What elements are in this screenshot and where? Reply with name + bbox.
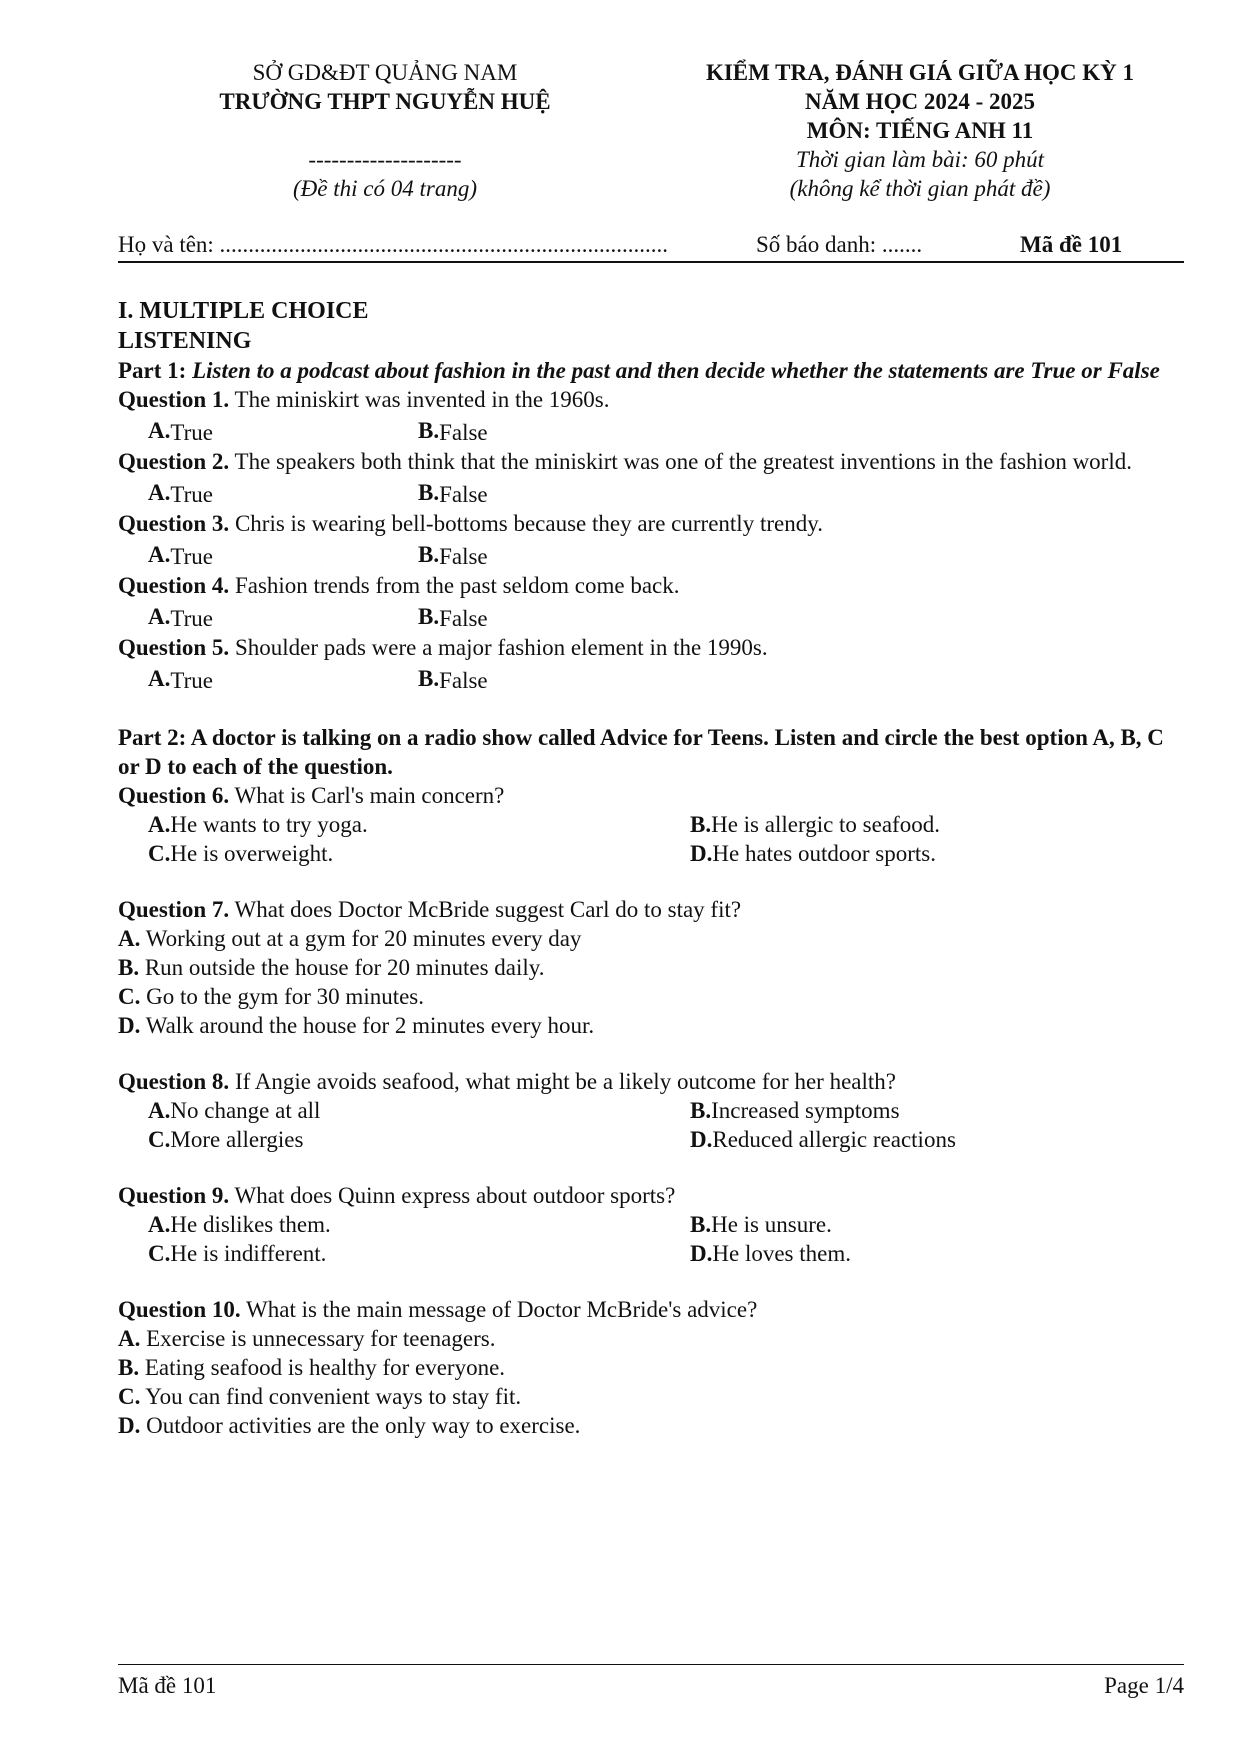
option-b[interactable]: B. False [418,542,488,569]
option-d[interactable]: D. Outdoor activities are the only way to exercise. [118,1413,581,1438]
question-1: Question 1. The miniskirt was invented in the 1960s. A. True B. False [118,387,610,445]
footer-page-number: Page 1/4 [1104,1673,1184,1698]
option-a[interactable]: A. True [148,418,213,445]
option-a[interactable]: A. He dislikes them. [148,1212,331,1237]
question-6: Question 6. What is Carl's main concern? A. He wants to try yoga. B. He is allergic to seafood. C. He is overweight. D. He hates outdoor sports. [118,783,940,866]
option-d[interactable]: D. He loves them. [690,1241,851,1266]
option-d[interactable]: D. He hates outdoor sports. [690,841,936,866]
option-b[interactable]: B. He is unsure. [690,1212,832,1237]
student-name-field: Họ và tên: .............................................................................. [118,232,669,257]
exam-header [660,58,1180,203]
part1-instruction: Part 1: Listen to a podcast about fashion in the past and then decide whether the statements are True or False [118,358,1160,383]
exam-code: Mã đề 101 [1020,232,1123,257]
option-a[interactable]: A. Working out at a gym for 20 minutes every day [118,926,582,951]
question-5: Question 5. Shoulder pads were a major fashion element in the 1990s. A. True B. False [118,635,768,693]
page-count-note: (Đề thi có 04 trang) [293,176,477,201]
question-7: Question 7. What does Doctor McBride suggest Carl do to stay fit? A. Working out at a gym for 20 minutes every day B. Run outside the house for 20 minutes daily. C. Go to the gym for 30 minutes. D. Walk around the house for 2 minutes every hour. [118,895,1188,1040]
question-8: Question 8. If Angie avoids seafood, what might be a likely outcome for her health? A. No change at all B. Increased symptoms C. More allergies D. Reduced allergic reactions [118,1069,956,1152]
subject: MÔN: TIẾNG ANH 11 [806,118,1034,143]
option-a[interactable]: A. True [148,604,213,631]
option-b[interactable]: B. False [418,666,488,693]
exam-title: KIỂM TRA, ĐÁNH GIÁ GIỮA HỌC KỲ 1 [705,60,1135,85]
question-9: Question 9. What does Quinn express about outdoor sports? A. He dislikes them. B. He is unsure. C. He is indifferent. D. He loves them. [118,1183,851,1266]
option-c[interactable]: C. He is overweight. [148,841,334,866]
option-a[interactable]: A. No change at all [148,1098,321,1123]
option-d[interactable]: D. Walk around the house for 2 minutes every hour. [118,1013,595,1038]
option-b[interactable]: B. He is allergic to seafood. [690,812,940,837]
option-a[interactable]: A. He wants to try yoga. [148,812,368,837]
school-header [150,58,620,203]
option-b[interactable]: B. False [418,480,488,507]
option-b[interactable]: B. Eating seafood is healthy for everyone. [118,1355,506,1380]
question-4: Question 4. Fashion trends from the past seldom come back. A. True B. False [118,573,680,631]
time-note: (không kể thời gian phát đề) [789,176,1051,201]
time-limit: Thời gian làm bài: 60 phút [795,147,1045,172]
subsection-title: LISTENING [118,328,252,354]
department-name: SỞ GD&ĐT QUẢNG NAM [252,60,518,85]
option-a[interactable]: A. True [148,666,213,693]
option-c[interactable]: C. You can find convenient ways to stay fit. [118,1384,522,1409]
option-b[interactable]: B. Increased symptoms [690,1098,900,1123]
school-name: TRƯỜNG THPT NGUYỄN HUỆ [219,89,551,114]
option-c[interactable]: C. Go to the gym for 30 minutes. [118,984,425,1009]
section-title: I. MULTIPLE CHOICE [118,298,369,324]
option-b[interactable]: B. Run outside the house for 20 minutes daily. [118,955,545,980]
option-b[interactable]: B. False [418,418,488,445]
exam-content [118,296,1188,1440]
option-a[interactable]: A. True [148,542,213,569]
option-c[interactable]: C. More allergies [148,1127,304,1152]
footer-divider [118,1664,1184,1665]
school-year: NĂM HỌC 2024 - 2025 [805,89,1035,114]
question-2: Question 2. The speakers both think that the miniskirt was one of the greatest inventions in the fashion world. A. True B. False [118,449,1132,507]
footer-exam-code: Mã đề 101 [118,1673,217,1698]
option-d[interactable]: D. Reduced allergic reactions [690,1127,956,1152]
student-identity-row [118,232,1183,262]
option-b[interactable]: B. False [418,604,488,631]
candidate-number-field: Số báo danh: ....... [756,232,923,257]
header-divider: -------------------- [308,147,462,172]
identity-underline [118,261,1184,263]
option-c[interactable]: C. He is indifferent. [148,1241,327,1266]
option-a[interactable]: A. True [148,480,213,507]
part2-instruction: Part 2: A doctor is talking on a radio show called Advice for Teens. Listen and circle the best option A, B, C or D to each of the question. [118,725,1164,779]
option-a[interactable]: A. Exercise is unnecessary for teenagers. [118,1326,496,1351]
question-3: Question 3. Chris is wearing bell-bottoms because they are currently trendy. A. True B. False [118,511,823,569]
question-10: Question 10. What is the main message of Doctor McBride's advice? A. Exercise is unnecessary for teenagers. B. Eating seafood is healthy for everyone. C. You can find convenient ways to stay fit. D. Outdoor activities are the only way to exercise. [118,1295,1188,1440]
